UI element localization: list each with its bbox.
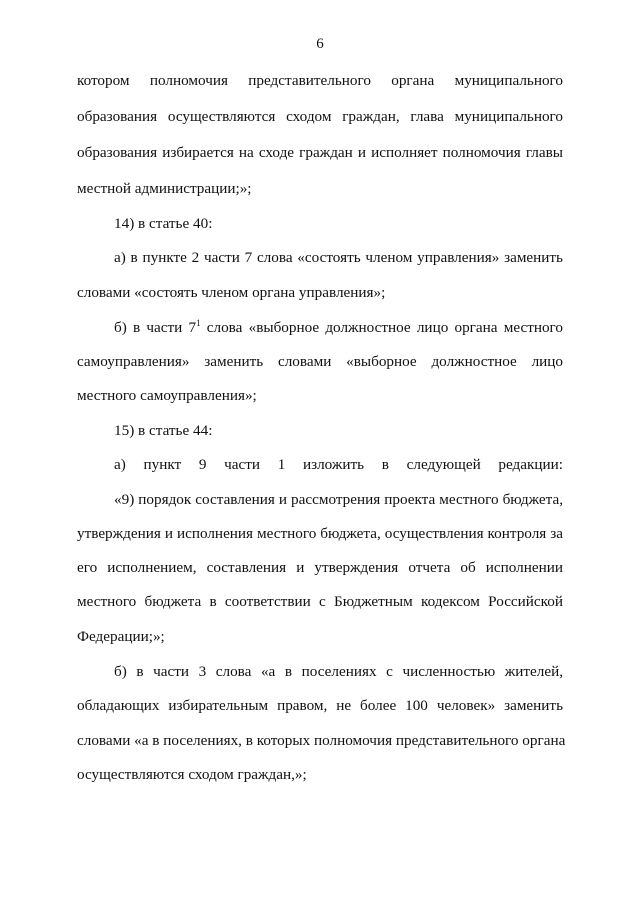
text-line: утверждения и исполнения местного бюджета, осуществления контроля за [77,525,563,542]
text-line: его исполнением, составления и утверждения отчета об исполнении [77,559,563,576]
text-line: образования избирается на сходе граждан и исполняет полномочия главы [77,144,563,161]
superscript: 1 [196,318,201,328]
page-number: 6 [316,36,324,52]
text-line: местной администрации;»; [77,180,252,197]
text-line: а) пункт 9 части 1 изложить в следующей редакции: [114,456,563,473]
text-line: котором полномочия представительного органа муниципального [77,72,563,89]
text-line [114,319,563,337]
text-line: образования осуществляются сходом граждан, глава муниципального [77,108,563,125]
text-line: 14) в статье 40: [114,215,213,232]
text-line: 15) в статье 44: [114,422,213,439]
text-line: словами «а в поселениях, в которых полномочия представительного органа [77,732,566,749]
text-line: а) в пункте 2 части 7 слова «состоять членом управления» заменить [114,249,563,266]
text-line: б) в части 3 слова «а в поселениях с численностью жителей, [114,663,563,680]
text-line: осуществляются сходом граждан,»; [77,766,307,783]
text-line: самоуправления» заменить словами «выборное должностное лицо [77,353,563,370]
text-line: словами «состоять членом органа управления»; [77,284,386,301]
text-line: Федерации;»; [77,628,165,645]
text-line: местного самоуправления»; [77,387,257,404]
text-fragment: слова «выборное должностное лицо органа местного [200,319,563,336]
text-line: обладающих избирательным правом, не более 100 человек» заменить [77,697,563,714]
text-line: «9) порядок составления и рассмотрения проекта местного бюджета, [114,491,563,508]
text-fragment: б) в части 7 [114,319,197,336]
text-line: местного бюджета в соответствии с Бюджетным кодексом Российской [77,593,563,610]
